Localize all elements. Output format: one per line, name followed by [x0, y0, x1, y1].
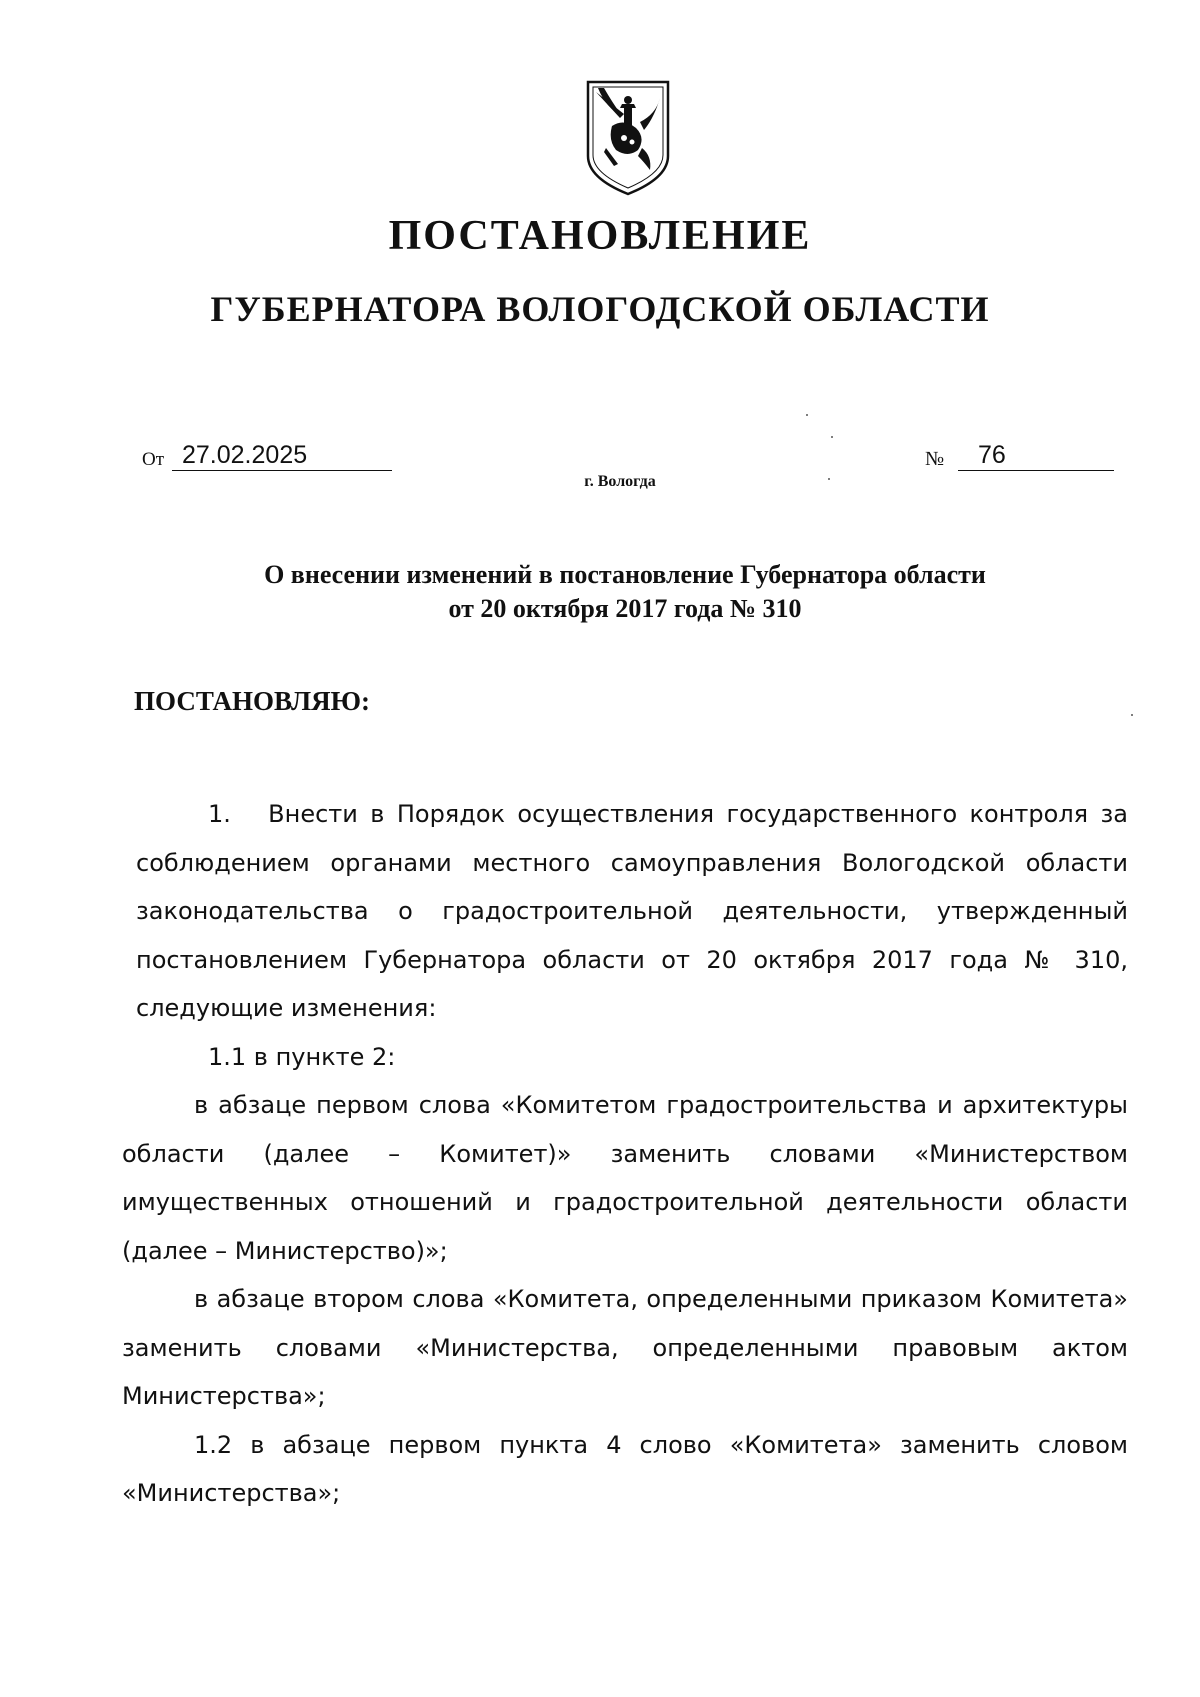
decree-heading: ПОСТАНОВЛЯЮ: [134, 686, 370, 716]
scan-speck [828, 478, 830, 480]
paragraph-1-1-b: в абзаце втором слова «Комитета, определенными приказом Комитета» заменить словами «Министерства, определенными правовым актом Министерства»; [122, 1285, 1128, 1410]
coat-of-arms-icon [584, 78, 672, 196]
date-prefix: От [142, 449, 165, 470]
scan-speck [831, 436, 833, 438]
paragraph-1-2: 1.2 в абзаце первом пункта 4 слово «Комитета» заменить словом «Министерства»; [122, 1430, 1128, 1507]
document-date: 27.02.2025 [172, 440, 392, 471]
document-number: 76 [958, 440, 1114, 471]
subject-line-2: от 20 октября 2017 года № 310 [448, 594, 802, 623]
scan-speck [806, 414, 808, 416]
document-issuer: ГУБЕРНАТОРА ВОЛОГОДСКОЙ ОБЛАСТИ [210, 289, 990, 329]
document-subject [0, 558, 1200, 626]
document-title: ПОСТАНОВЛЕНИЕ [388, 213, 812, 259]
paragraph-1-1: 1.1 в пункте 2: [208, 1042, 396, 1071]
number-prefix: № [925, 448, 945, 470]
scan-speck [1131, 714, 1133, 716]
subject-line-1: О внесении изменений в постановление Губернатора области [264, 560, 986, 589]
paragraph-1: 1. Внести в Порядок осуществления государственного контроля за соблюдением органами местного самоуправления Вологодской области законодательства о градостроительной деятельности, утвержденный постановлением Губернатора области от 20 октября 2017 года № 310, следующие изменения: [136, 800, 1136, 1022]
paragraph-1-1-a: в абзаце первом слова «Комитетом градостроительства и архитектуры области (далее – Комитет)» заменить словами «Министерством имущественных отношений и градостроительной деятельности области (далее – Министерство)»; [122, 1091, 1128, 1265]
document-body [122, 790, 1136, 1518]
city-label: г. Вологда [584, 473, 656, 490]
